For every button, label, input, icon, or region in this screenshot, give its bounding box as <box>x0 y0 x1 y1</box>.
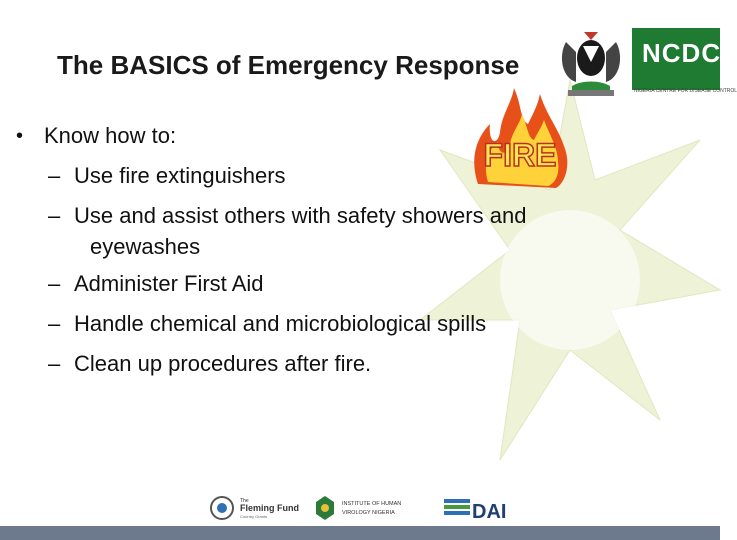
ncdc-logo <box>632 28 720 90</box>
sub-item-text: Use and assist others with safety showers and <box>74 203 527 228</box>
sub-item-text: Administer First Aid <box>74 271 264 296</box>
ihvn-line1: INSTITUTE OF HUMAN <box>342 501 402 507</box>
sub-dash: – <box>48 311 61 336</box>
partner-logos <box>0 490 720 526</box>
sub-item <box>16 304 616 344</box>
sub-item-text: Use fire extinguishers <box>74 163 286 188</box>
bullet-dot: • <box>16 125 24 147</box>
dai-logo <box>444 499 506 523</box>
slide-content <box>16 116 616 384</box>
fire-word: FIRE <box>483 137 557 173</box>
sub-dash: – <box>48 163 61 188</box>
sub-item-text: Clean up procedures after fire. <box>74 351 372 376</box>
ihvn-logo <box>316 496 401 520</box>
sub-dash: – <box>48 351 61 376</box>
ncdc-logo-text: NCDC <box>642 38 722 68</box>
sub-item-text: Handle chemical and microbiological spills <box>74 311 487 336</box>
bullet-item <box>16 116 616 156</box>
sub-dash: – <box>48 203 61 228</box>
fleming-fund-logo <box>211 497 299 519</box>
bottom-bar <box>0 526 720 540</box>
sub-item <box>16 264 616 304</box>
sub-item <box>16 196 616 264</box>
sub-item <box>16 344 616 384</box>
ncdc-subtitle: NIGERIA CENTRE FOR DISEASE CONTROL <box>634 88 737 94</box>
slide-title: The BASICS of Emergency Response <box>57 50 520 80</box>
dai-text: DAI <box>472 501 507 523</box>
bullet-text: Know how to: <box>44 123 177 148</box>
ncdc-subtitle-wrap <box>632 88 737 98</box>
sub-item-continuation: eyewashes <box>90 234 201 259</box>
ihvn-line2: VIROLOGY NIGERIA <box>342 510 395 516</box>
sub-dash: – <box>48 271 61 296</box>
sub-item <box>16 156 616 196</box>
fleming-sub-text: Country Grants <box>240 514 268 519</box>
fleming-small-text: The <box>240 498 249 504</box>
fleming-main-text: Fleming Fund <box>240 503 299 513</box>
